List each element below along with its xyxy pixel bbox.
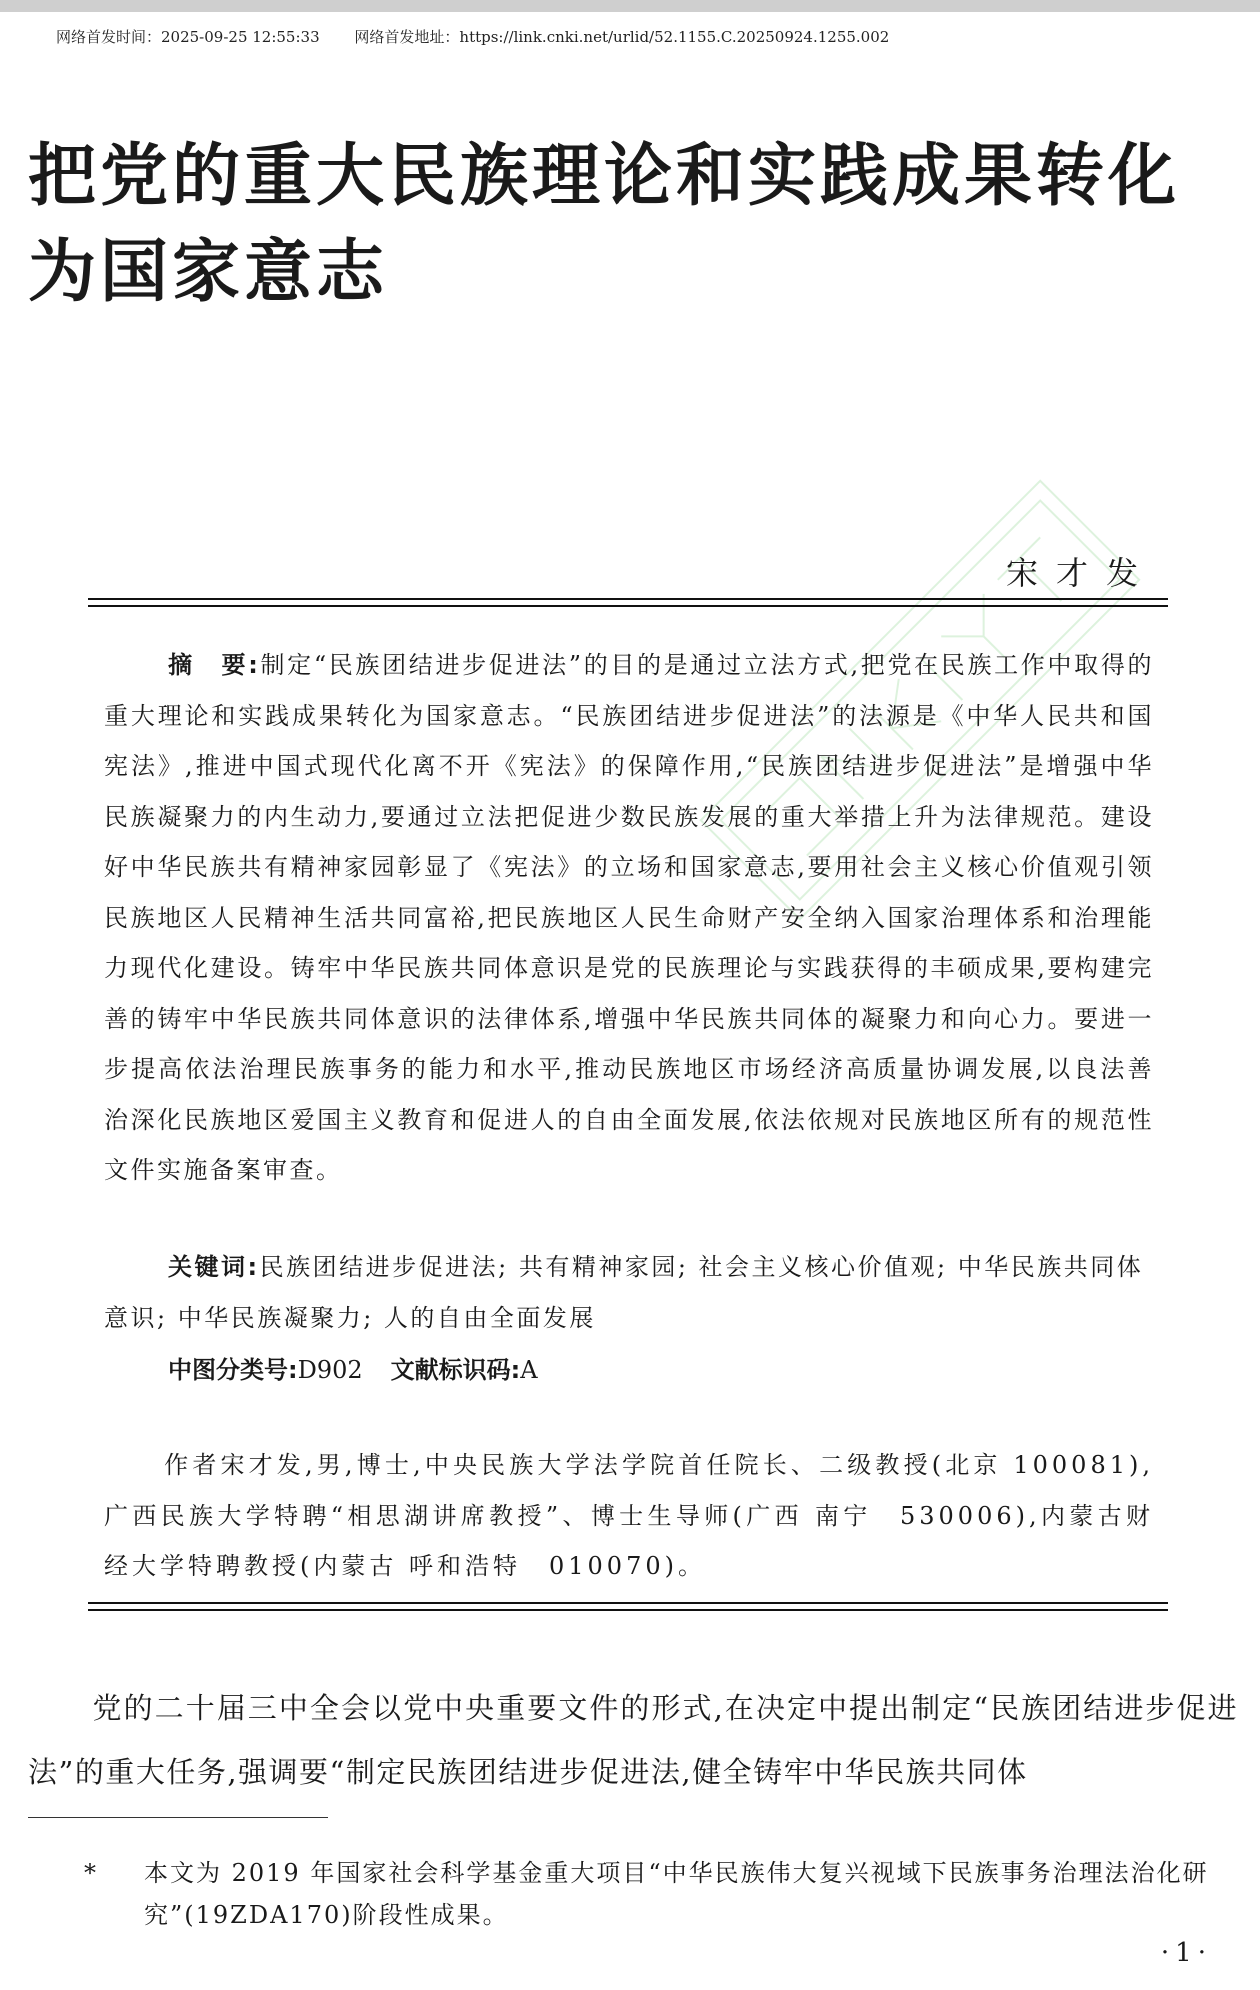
footnote-rule (28, 1817, 328, 1818)
clc-label: 中图分类号: (168, 1356, 298, 1384)
online-publish-header (56, 26, 889, 47)
bottom-double-rule (88, 1602, 1168, 1611)
author-name: 宋才发 (1005, 554, 1156, 592)
top-double-rule (88, 598, 1168, 607)
publish-url[interactable]: 网络首发地址：https://link.cnki.net/urlid/52.1155.C.20250924.1255.002 (354, 28, 890, 46)
author-info-text: 作者宋才发,男,博士,中央民族大学法学院首任院长、二级教授(北京 100081),广西民族大学特聘“相思湖讲席教授”、博士生导师(广西 南宁 530006),内蒙古财经大学特聘教授(内蒙古 呼和浩特 010070)。 (104, 1451, 1154, 1580)
abstract-label: 摘 要: (168, 651, 261, 679)
abstract-text: 制定“民族团结进步促进法”的目的是通过立法方式,把党在民族工作中取得的重大理论和实践成果转化为国家意志。“民族团结进步促进法”的法源是《中华人民共和国宪法》,推进中国式现代化离不开《宪法》的保障作用,“民族团结进步促进法”是增强中华民族凝聚力的内生动力,要通过立法把促进少数民族发展的重大举措上升为法律规范。建设好中华民族共有精神家园彰显了《宪法》的立场和国家意志,要用社会主义核心价值观引领民族地区人民精神生活共同富裕,把民族地区人民生命财产安全纳入国家治理体系和治理能力现代化建设。铸牢中华民族共同体意识是党的民族理论与实践获得的丰硕成果,要构建完善的铸牢中华民族共同体意识的法律体系,增强中华民族共同体的凝聚力和向心力。要进一步提高依法治理民族事务的能力和水平,推动民族地区市场经济高质量协调发展,以良法善治深化民族地区爱国主义教育和促进人的自由全面发展,依法依规对民族地区所有的规范性文件实施备案审查。 (104, 651, 1154, 1184)
keywords-paragraph (104, 1242, 1154, 1343)
doc-code-label: 文献标识码: (390, 1356, 521, 1384)
classification-line (168, 1350, 538, 1385)
footnote-text: 本文为 2019 年国家社会科学基金重大项目“中华民族伟大复兴视域下民族事务治理法治化研究”(19ZDA170)阶段性成果。 (144, 1859, 1209, 1929)
doc-code-value: A (520, 1356, 538, 1384)
page-number: ·1· (1160, 1938, 1212, 1968)
body-text: 党的二十届三中全会以党中央重要文件的形式,在决定中提出制定“民族团结进步促进法”的重大任务,强调要“制定民族团结进步促进法,健全铸牢中华民族共同体 (28, 1691, 1238, 1789)
author-info-paragraph (104, 1440, 1154, 1592)
article-title: 把党的重大民族理论和实践成果转化为国家意志 (28, 136, 1181, 312)
clc-value: D902 (297, 1356, 363, 1384)
body-paragraph (28, 1676, 1238, 1804)
publish-time: 网络首发时间：2025-09-25 12:55:33 (56, 28, 320, 46)
keywords-text: 民族团结进步促进法; 共有精神家园; 社会主义核心价值观; 中华民族共同体意识; 中华民族凝聚力; 人的自由全面发展 (104, 1253, 1144, 1332)
top-gray-bar (0, 0, 1260, 12)
abstract-paragraph (104, 640, 1154, 1196)
footnote-mark: * (84, 1859, 98, 1887)
footnote (84, 1852, 1234, 1936)
keywords-label: 关键词: (168, 1253, 260, 1281)
